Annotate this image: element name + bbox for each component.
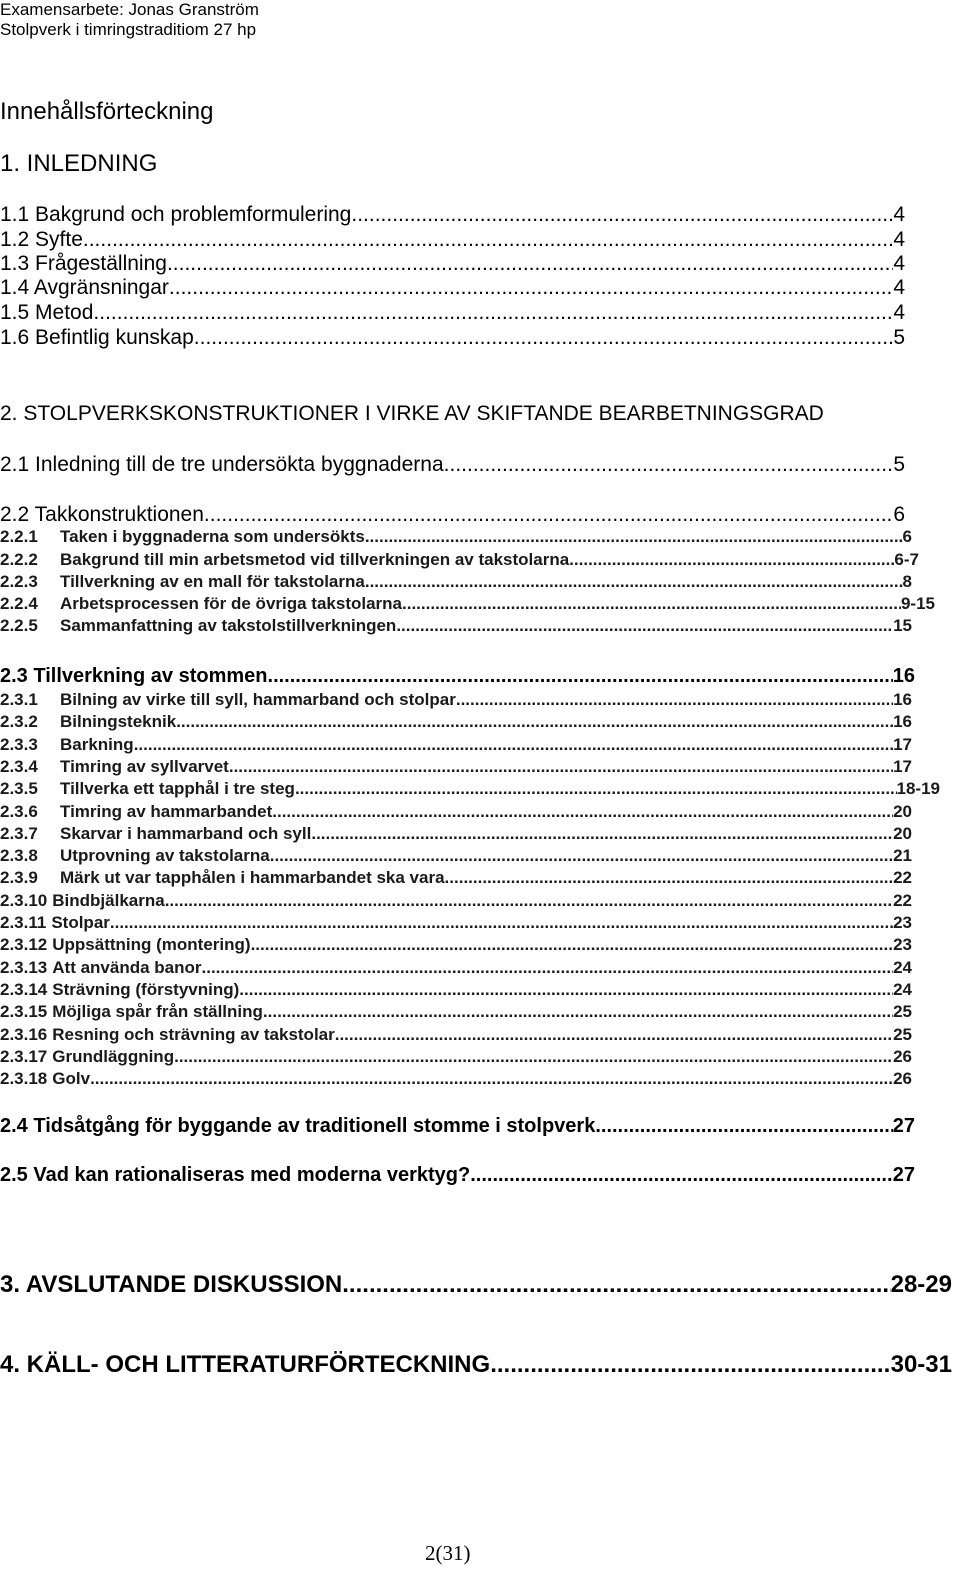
toc-subentry-page: 24 bbox=[893, 958, 912, 977]
toc-subentry[interactable] bbox=[0, 1069, 912, 1089]
dot-leader bbox=[365, 527, 903, 547]
toc-subentry-number: 2.3.17 bbox=[0, 1047, 48, 1066]
toc-subentry-label: Timring av hammarbandet bbox=[60, 802, 273, 821]
toc-subentry-label: Strävning (förstyvning) bbox=[52, 980, 240, 999]
dot-leader bbox=[268, 665, 893, 688]
dot-leader bbox=[490, 1351, 890, 1379]
toc-entry-page: 27 bbox=[892, 1164, 915, 1186]
toc-subentry-label: Grundläggning bbox=[52, 1047, 175, 1066]
toc-subentry[interactable] bbox=[0, 868, 912, 888]
toc-subentry-label: Taken i byggnaderna som undersökts bbox=[60, 527, 365, 546]
toc-title: Innehållsförteckning bbox=[0, 98, 214, 125]
toc-subentry-page: 16 bbox=[893, 712, 912, 731]
toc-subentry-number: 2.3.18 bbox=[0, 1069, 48, 1088]
toc-entry[interactable] bbox=[0, 203, 905, 227]
toc-subentry-page: 15 bbox=[893, 616, 912, 635]
toc-subentry-page: 23 bbox=[893, 935, 912, 954]
toc-entry[interactable] bbox=[0, 1164, 915, 1187]
toc-subentry-number: 2.2.2 bbox=[0, 550, 38, 569]
dot-leader bbox=[295, 779, 897, 799]
dot-leader bbox=[365, 572, 903, 592]
toc-subentry-number: 2.3.15 bbox=[0, 1002, 48, 1021]
toc-subentry[interactable] bbox=[0, 712, 912, 732]
toc-subentry-number: 2.2.5 bbox=[0, 616, 38, 635]
dot-leader bbox=[229, 757, 893, 777]
dot-leader bbox=[110, 913, 893, 933]
dot-leader bbox=[444, 453, 894, 477]
toc-subentry[interactable] bbox=[0, 594, 935, 614]
toc-subentry-label: Bindbjälkarna bbox=[52, 891, 165, 910]
page-number: 2(31) bbox=[425, 1541, 471, 1565]
dot-leader bbox=[569, 550, 894, 570]
toc-subentry-page: 17 bbox=[893, 757, 912, 776]
dot-leader bbox=[335, 1025, 893, 1045]
toc-subentry-number: 2.3.4 bbox=[0, 757, 38, 776]
toc-subentry-number: 2.3.5 bbox=[0, 779, 38, 798]
dot-leader bbox=[176, 712, 893, 732]
toc-subentry[interactable] bbox=[0, 913, 912, 933]
toc-subentry-label: Utprovning av takstolarna bbox=[60, 846, 270, 865]
toc-subentry-page: 25 bbox=[893, 1002, 912, 1021]
toc-entry-page: 4 bbox=[893, 203, 905, 226]
chapter-2-heading: 2. STOLPVERKSKONSTRUKTIONER I VIRKE AV SKIFTANDE BEARBETNINGSGRAD bbox=[0, 402, 824, 425]
toc-subentry[interactable] bbox=[0, 846, 912, 866]
dot-leader bbox=[351, 203, 893, 227]
toc-subentry-page: 22 bbox=[893, 891, 912, 910]
toc-entry-page: 30-31 bbox=[890, 1351, 952, 1378]
toc-subentry-page: 26 bbox=[893, 1069, 912, 1088]
toc-subentry[interactable] bbox=[0, 527, 912, 547]
toc-subentry-page: 20 bbox=[893, 824, 912, 843]
dot-leader bbox=[174, 1047, 893, 1067]
toc-entry-label: 4. KÄLL- OCH LITTERATURFÖRTECKNING bbox=[0, 1351, 491, 1378]
toc-subentry-page: 25 bbox=[893, 1025, 912, 1044]
toc-entry-page: 27 bbox=[892, 1115, 915, 1137]
toc-entry[interactable] bbox=[0, 503, 905, 527]
toc-entry[interactable] bbox=[0, 276, 905, 300]
toc-entry-page: 16 bbox=[892, 665, 915, 687]
dot-leader bbox=[194, 326, 894, 350]
toc-subentry-label: Timring av syllvarvet bbox=[60, 757, 229, 776]
dot-leader bbox=[311, 824, 893, 844]
dot-leader bbox=[165, 891, 893, 911]
dot-leader bbox=[204, 503, 893, 527]
toc-subentry-page: 6-7 bbox=[894, 550, 919, 569]
toc-entry-label: 1.6 Befintlig kunskap bbox=[0, 326, 194, 349]
toc-subentry-page: 6 bbox=[902, 527, 912, 546]
toc-entry-page: 4 bbox=[893, 228, 905, 251]
toc-subentry-number: 2.3.3 bbox=[0, 735, 38, 754]
toc-entry-page: 5 bbox=[893, 453, 905, 476]
toc-subentry[interactable] bbox=[0, 690, 912, 710]
header-title: Stolpverk i timringstraditiom 27 hp bbox=[0, 20, 257, 39]
toc-subentry[interactable] bbox=[0, 980, 912, 1000]
toc-subentry-label: Arbetsprocessen för de övriga takstolarna bbox=[60, 594, 403, 613]
toc-subentry[interactable] bbox=[0, 735, 912, 755]
toc-subentry[interactable] bbox=[0, 802, 912, 822]
toc-subentry[interactable] bbox=[0, 958, 912, 978]
toc-entry-label: 3. AVSLUTANDE DISKUSSION bbox=[0, 1271, 343, 1298]
toc-entry[interactable] bbox=[0, 665, 915, 688]
dot-leader bbox=[470, 1164, 893, 1187]
toc-subentry-label: Tillverka ett tapphål i tre steg bbox=[60, 779, 295, 798]
toc-subentry[interactable] bbox=[0, 616, 912, 636]
toc-subentry[interactable] bbox=[0, 1002, 912, 1022]
toc-subentry-label: Sammanfattning av takstolstillverkningen bbox=[60, 616, 397, 635]
dot-leader bbox=[456, 690, 893, 710]
toc-subentry-page: 22 bbox=[893, 868, 912, 887]
toc-subentry[interactable] bbox=[0, 891, 912, 911]
toc-subentry-number: 2.3.2 bbox=[0, 712, 38, 731]
dot-leader bbox=[167, 252, 893, 276]
toc-subentry-number: 2.3.9 bbox=[0, 868, 38, 887]
toc-subentry-number: 2.3.10 bbox=[0, 891, 48, 910]
dot-leader bbox=[396, 616, 893, 636]
toc-entry[interactable] bbox=[0, 1115, 915, 1138]
toc-subentry-label: Möjliga spår från ställning bbox=[52, 1002, 263, 1021]
dot-leader bbox=[270, 846, 893, 866]
toc-subentry-number: 2.3.8 bbox=[0, 846, 38, 865]
toc-subentry[interactable] bbox=[0, 550, 919, 570]
toc-entry-label: 1.5 Metod bbox=[0, 301, 94, 324]
toc-subentry-page: 21 bbox=[893, 846, 912, 865]
dot-leader bbox=[134, 735, 893, 755]
toc-subentry-page: 18-19 bbox=[896, 779, 940, 798]
dot-leader bbox=[402, 594, 901, 614]
toc-entry-label: 1.1 Bakgrund och problemformulering bbox=[0, 203, 352, 226]
toc-subentry-label: Skarvar i hammarband och syll bbox=[60, 824, 312, 843]
toc-subentry-label: Golv bbox=[52, 1069, 91, 1088]
toc-subentry-number: 2.2.1 bbox=[0, 527, 38, 546]
dot-leader bbox=[263, 1002, 893, 1022]
header-author: Examensarbete: Jonas Granström bbox=[0, 0, 259, 19]
toc-subentry[interactable] bbox=[0, 1047, 912, 1067]
dot-leader bbox=[445, 868, 894, 888]
toc-subentry-number: 2.3.11 bbox=[0, 913, 47, 932]
toc-entry-page: 5 bbox=[893, 326, 905, 349]
toc-subentry-page: 8 bbox=[902, 572, 912, 591]
dot-leader bbox=[342, 1271, 890, 1299]
toc-subentry[interactable] bbox=[0, 935, 912, 955]
toc-subentry-label: Att använda banor bbox=[52, 958, 202, 977]
toc-entry[interactable] bbox=[0, 326, 905, 350]
dot-leader bbox=[90, 1069, 893, 1089]
toc-subentry-page: 26 bbox=[893, 1047, 912, 1066]
dot-leader bbox=[251, 935, 894, 955]
toc-entry[interactable] bbox=[0, 453, 905, 477]
toc-subentry-page: 17 bbox=[893, 735, 912, 754]
chapter-1-heading: 1. INLEDNING bbox=[0, 150, 158, 177]
toc-subentry-number: 2.3.1 bbox=[0, 690, 38, 709]
toc-subentry[interactable] bbox=[0, 572, 912, 592]
toc-subentry-page: 16 bbox=[893, 690, 912, 709]
toc-entry-page: 28-29 bbox=[890, 1271, 952, 1298]
toc-entry-label: 2.4 Tidsåtgång för byggande av traditionell stomme i stolpverk bbox=[0, 1115, 596, 1137]
toc-subentry-number: 2.3.6 bbox=[0, 802, 38, 821]
toc-entry-label: 1.2 Syfte bbox=[0, 228, 83, 251]
toc-subentry-page: 24 bbox=[893, 980, 912, 999]
toc-subentry-number: 2.2.3 bbox=[0, 572, 38, 591]
toc-chapter-entry[interactable] bbox=[0, 1271, 952, 1299]
toc-subentry-label: Barkning bbox=[60, 735, 134, 754]
toc-subentry-label: Bakgrund till min arbetsmetod vid tillverkningen av takstolarna bbox=[60, 550, 570, 569]
toc-entry[interactable] bbox=[0, 228, 905, 252]
dot-leader bbox=[93, 301, 893, 325]
toc-subentry[interactable] bbox=[0, 1025, 912, 1045]
toc-subentry-label: Bilningsteknik bbox=[60, 712, 177, 731]
toc-entry-label: 2.1 Inledning till de tre undersökta byggnaderna bbox=[0, 453, 444, 476]
toc-entry-page: 6 bbox=[893, 503, 905, 526]
toc-subentry-label: Uppsättning (montering) bbox=[52, 935, 251, 954]
toc-subentry-label: Bilning av virke till syll, hammarband och stolpar bbox=[60, 690, 456, 709]
toc-subentry-label: Stolpar bbox=[51, 913, 110, 932]
toc-subentry[interactable] bbox=[0, 779, 940, 799]
toc-subentry-page: 9-15 bbox=[900, 594, 935, 613]
toc-entry-page: 4 bbox=[893, 276, 905, 299]
toc-subentry-number: 2.3.16 bbox=[0, 1025, 48, 1044]
toc-entry[interactable] bbox=[0, 301, 905, 325]
toc-entry-label: 2.2 Takkonstruktionen bbox=[0, 503, 204, 526]
dot-leader bbox=[169, 276, 893, 300]
toc-subentry-number: 2.3.7 bbox=[0, 824, 38, 843]
dot-leader bbox=[83, 228, 893, 252]
toc-chapter-entry[interactable] bbox=[0, 1351, 952, 1379]
toc-subentry-label: Märk ut var tapphålen i hammarbandet ska vara bbox=[60, 868, 445, 887]
toc-entry-label: 1.3 Frågeställning bbox=[0, 252, 167, 275]
toc-subentry-page: 20 bbox=[893, 802, 912, 821]
toc-entry-label: 1.4 Avgränsningar bbox=[0, 276, 169, 299]
toc-subentry[interactable] bbox=[0, 757, 912, 777]
toc-subentry-number: 2.3.14 bbox=[0, 980, 48, 999]
toc-subentry[interactable] bbox=[0, 824, 912, 844]
toc-entry-page: 4 bbox=[893, 301, 905, 324]
toc-subentry-number: 2.3.12 bbox=[0, 935, 48, 954]
dot-leader bbox=[239, 980, 893, 1000]
toc-subentry-page: 23 bbox=[893, 913, 912, 932]
toc-entry-label: 2.3 Tillverkning av stommen bbox=[0, 665, 268, 687]
toc-subentry-label: Resning och strävning av takstolar bbox=[52, 1025, 335, 1044]
toc-entry[interactable] bbox=[0, 252, 905, 276]
dot-leader bbox=[595, 1115, 892, 1138]
toc-entry-page: 4 bbox=[893, 252, 905, 275]
toc-entry-label: 2.5 Vad kan rationaliseras med moderna verktyg? bbox=[0, 1164, 471, 1186]
dot-leader bbox=[272, 802, 893, 822]
toc-subentry-number: 2.2.4 bbox=[0, 594, 38, 613]
dot-leader bbox=[202, 958, 894, 978]
toc-subentry-label: Tillverkning av en mall för takstolarna bbox=[60, 572, 365, 591]
toc-subentry-number: 2.3.13 bbox=[0, 958, 48, 977]
